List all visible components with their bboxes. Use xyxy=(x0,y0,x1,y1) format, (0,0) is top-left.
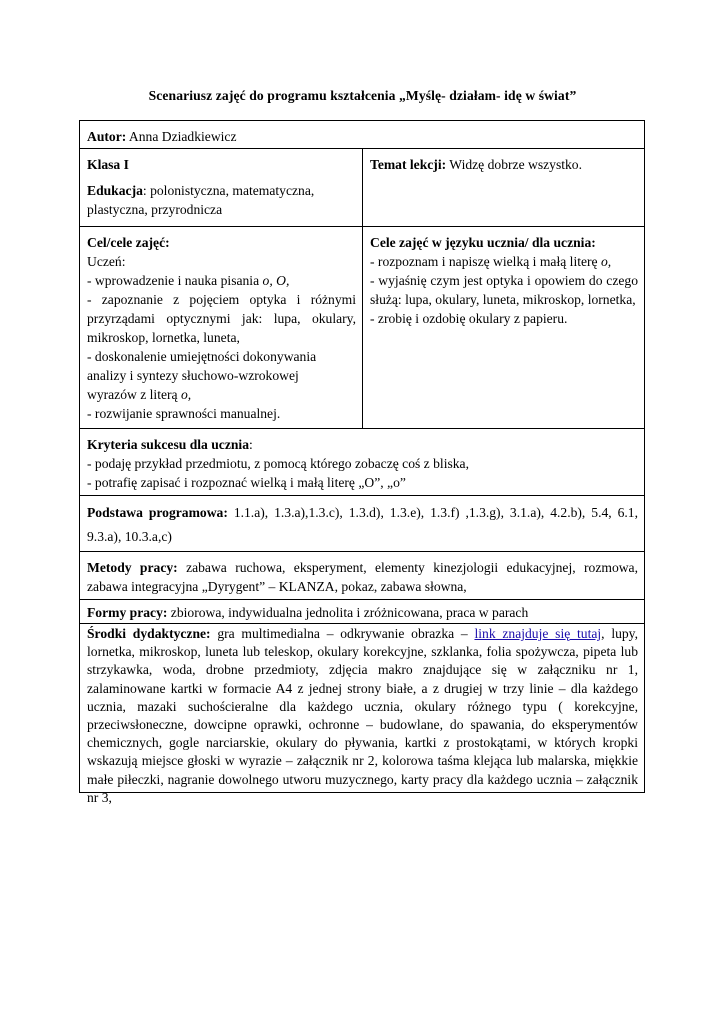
curriculum-value: 1.1.a), 1.3.a),1.3.c), 1.3.d), 1.3.e), 1.3.f) ,1.3.g), 3.1.a), 4.2.b), 5.4, 6.1, 9.3.a), 10.3.a,c) xyxy=(87,505,638,544)
student-goals-item: - rozpoznam i napiszę wielką i małą literę o, xyxy=(370,254,612,269)
author-label: Autor: xyxy=(87,129,127,144)
goals-cell xyxy=(80,227,363,428)
student-goals-item: - zrobię i ozdobię okulary z papieru. xyxy=(370,311,568,326)
class-label: Klasa I xyxy=(87,157,129,172)
curriculum-label: Podstawa programowa: xyxy=(87,505,228,520)
goals-row xyxy=(79,227,645,429)
education-value: : polonistyczna, matematyczna, plastyczna, przyrodnicza xyxy=(87,183,315,217)
criteria-colon: : xyxy=(249,437,253,452)
methods-label: Metody pracy: xyxy=(87,560,178,575)
class-cell xyxy=(80,149,363,226)
forms-row xyxy=(79,600,645,624)
means-text-before: gra multimedialna – odkrywanie obrazka – xyxy=(210,626,475,641)
author-value: Anna Dziadkiewicz xyxy=(126,129,237,144)
methods-row xyxy=(79,552,645,600)
goals-item: - rozwijanie sprawności manualnej. xyxy=(87,406,281,421)
forms-label: Formy pracy: xyxy=(87,605,168,620)
forms-value: zbiorowa, indywidualna jednolita i zróżnicowana, praca w parach xyxy=(167,605,529,620)
goals-intro: Uczeń: xyxy=(87,254,126,269)
topic-label: Temat lekcji: xyxy=(370,157,447,172)
education-label: Edukacja xyxy=(87,183,143,198)
game-link[interactable]: link znajduje się tutaj xyxy=(474,626,602,641)
goals-item: - zapoznanie z pojęciem optyka i różnymi przyrządami optycznymi jak: lupa, okulary, mikroskop, lornetka, luneta, xyxy=(87,292,356,345)
topic-cell xyxy=(363,149,644,226)
class-topic-row xyxy=(79,149,645,227)
lesson-table xyxy=(79,120,645,805)
curriculum-row xyxy=(79,496,645,552)
criteria-item: - podaję przykład przedmiotu, z pomocą którego zobaczę coś z bliska, xyxy=(87,456,469,471)
student-goals-label: Cele zajęć w języku ucznia/ dla ucznia: xyxy=(370,235,596,250)
criteria-item: - potrafię zapisać i rozpoznać wielką i małą literę „O”, „o” xyxy=(87,475,406,490)
goals-item: - doskonalenie umiejętności dokonywania analizy i syntezy słuchowo-wzrokowej wyrazów z literą o, xyxy=(87,349,317,402)
methods-value: zabawa ruchowa, eksperyment, elementy kinezjologii edukacyjnej, rozmowa, zabawa integracyjna „Dyrygent” – KLANZA, pokaz, zabawa słowna, xyxy=(87,560,638,594)
author-row xyxy=(79,120,645,149)
criteria-label: Kryteria sukcesu dla ucznia xyxy=(87,437,249,452)
means-text-after: , lupy, lornetka, mikroskop, luneta lub teleskop, okulary korekcyjne, szklanka, folia spożywcza, pipeta lub strzykawka, woda, drobne przedmioty, zdjęcia makro znajdujące się w załączniku nr 1, zalaminowane kartki w formacie A4 z jednej strony białe, a z drugiej w trzy linie – dla każdego ucznia, mazaki suchościeralne dla każdego ucznia, okulary różnego typu ( korekcyjne, przeciwsłoneczne, dowcipne oprawki, ochronne – budowlane, do spawania, do eksperymentów chemicznych, gogle narciarskie, okulary do pływania, kartki z prostokątami, w których kropki wskazują miejsce głoski w wyrazie – załącznik nr 2, kolorowa taśma klejąca lub malarska, miękkie małe piłeczki, nagranie dowolnego utworu muzycznego, karty pracy dla każdego ucznia – załącznik nr 3, xyxy=(87,626,638,805)
goals-label: Cel/cele zajęć: xyxy=(87,235,170,250)
topic-value: Widzę dobrze wszystko. xyxy=(446,157,582,172)
criteria-row xyxy=(79,429,645,496)
document-title: Scenariusz zajęć do programu kształcenia „Myślę- działam- idę w świat” xyxy=(148,88,577,103)
means-row xyxy=(79,624,645,805)
student-goals-cell xyxy=(363,227,644,428)
goals-item: - wprowadzenie i nauka pisania o, O, xyxy=(87,273,290,288)
student-goals-item: - wyjaśnię czym jest optyka i opowiem do czego służą: lupa, okulary, luneta, mikroskop, lornetka, xyxy=(370,273,638,307)
means-label: Środki dydaktyczne: xyxy=(87,626,211,641)
